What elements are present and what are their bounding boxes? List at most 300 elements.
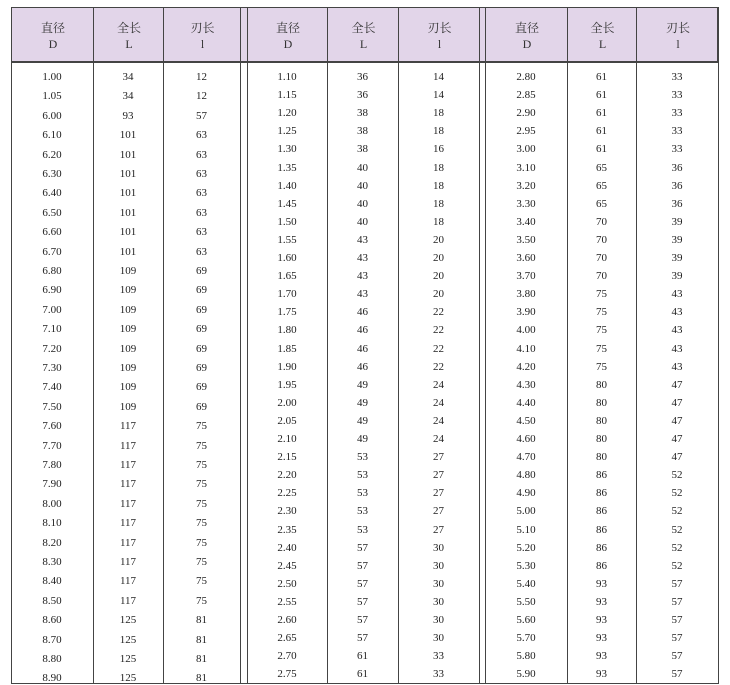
table-cell: 117: [119, 420, 137, 433]
table-cell: 69: [196, 400, 207, 413]
table-cell: 7.40: [42, 381, 62, 394]
table-cell: 52: [671, 487, 683, 500]
table-cell: 117: [119, 536, 137, 549]
table-cell: 63: [196, 245, 207, 258]
header-symbol: D: [283, 36, 293, 51]
table-cell: 109: [119, 342, 137, 355]
table-cell: 7.30: [42, 362, 62, 374]
table-cell: 2.65: [277, 632, 297, 645]
table-cell: 49: [357, 433, 368, 445]
table-cell: 63: [196, 187, 207, 200]
table-cell: 6.50: [42, 206, 62, 219]
table-cell: 40: [357, 179, 368, 192]
table-cell: 2.20: [277, 469, 297, 482]
table-cell: 69: [196, 362, 207, 374]
table-cell: 52: [671, 559, 683, 572]
table-cell: 2.75: [277, 668, 297, 681]
table-cell: 18: [433, 125, 444, 138]
table-cell: 69: [196, 323, 207, 336]
table-cell: 65: [596, 179, 607, 192]
table-cell: 6.00: [42, 109, 62, 122]
table-cell: 38: [357, 107, 368, 120]
row-divider: [11, 683, 718, 684]
table-cell: 6.80: [42, 265, 62, 277]
table-cell: 53: [357, 505, 368, 518]
table-cell: 33: [433, 650, 444, 663]
table-cell: 69: [196, 342, 207, 355]
header-label: 刃长: [665, 20, 690, 35]
table-cell: 33: [671, 143, 683, 156]
table-cell: 1.10: [277, 71, 297, 83]
table-cell: 63: [196, 226, 207, 239]
table-cell: 53: [357, 523, 368, 536]
table-cell: 24: [433, 396, 444, 409]
table-cell: 2.80: [516, 71, 536, 83]
table-cell: 3.20: [516, 179, 536, 192]
table-cell: 2.60: [277, 614, 297, 626]
column-divider: [718, 7, 719, 684]
table-cell: 80: [596, 378, 607, 391]
table-cell: 27: [433, 451, 444, 464]
table-cell: 75: [196, 556, 207, 568]
table-cell: 75: [196, 478, 207, 491]
table-cell: 8.60: [42, 614, 62, 627]
table-cell: 2.45: [277, 559, 297, 572]
table-cell: 36: [671, 161, 683, 174]
table-cell: 4.30: [516, 378, 536, 391]
table-cell: 1.65: [277, 270, 297, 283]
table-cell: 1.55: [277, 233, 297, 246]
table-cell: 20: [433, 252, 444, 264]
table-cell: 7.10: [42, 323, 62, 336]
table-cell: 86: [596, 541, 607, 554]
table-cell: 61: [357, 650, 368, 663]
table-cell: 117: [119, 459, 137, 471]
table-cell: 46: [357, 306, 368, 319]
table-cell: 27: [433, 469, 444, 482]
table-cell: 7.80: [42, 459, 62, 471]
table-cell: 86: [596, 469, 607, 482]
header-label: 全长: [116, 20, 141, 35]
table-cell: 27: [433, 487, 444, 500]
column-divider: [163, 7, 164, 684]
table-cell: 3.80: [516, 288, 536, 301]
table-cell: 33: [671, 71, 683, 83]
column-divider: [247, 7, 248, 684]
table-cell: 2.40: [277, 541, 297, 554]
table-cell: 6.30: [42, 168, 62, 180]
table-cell: 80: [596, 433, 607, 445]
table-cell: 2.15: [277, 451, 297, 464]
table-cell: 5.70: [516, 632, 536, 645]
table-cell: 7.60: [42, 420, 62, 433]
table-cell: 6.60: [42, 226, 62, 239]
table-cell: 22: [433, 360, 444, 373]
table-cell: 53: [357, 469, 368, 482]
table-cell: 1.50: [277, 215, 297, 228]
table-cell: 18: [433, 179, 444, 192]
table-cell: 33: [671, 107, 683, 120]
table-cell: 4.10: [516, 342, 536, 355]
table-cell: 1.45: [277, 197, 297, 210]
column-divider: [327, 7, 328, 684]
table-cell: 3.00: [516, 143, 536, 156]
table-cell: 30: [433, 595, 444, 608]
table-cell: 20: [433, 233, 444, 246]
table-cell: 70: [596, 233, 607, 246]
table-cell: 57: [357, 632, 368, 645]
table-cell: 101: [119, 187, 137, 200]
table-cell: 75: [196, 517, 207, 530]
table-cell: 8.50: [42, 594, 62, 607]
table-cell: 63: [196, 168, 207, 180]
table-cell: 39: [671, 252, 683, 264]
table-cell: 5.00: [516, 505, 536, 518]
table-cell: 117: [119, 497, 137, 510]
table-cell: 69: [196, 265, 207, 277]
table-cell: 6.20: [42, 148, 62, 161]
table-cell: 57: [671, 632, 683, 645]
table-cell: 80: [596, 396, 607, 409]
table-cell: 43: [671, 342, 683, 355]
table-cell: 7.20: [42, 342, 62, 355]
table-cell: 38: [357, 143, 368, 156]
table-cell: 43: [357, 233, 368, 246]
table-cell: 24: [433, 378, 444, 391]
table-cell: 24: [433, 414, 444, 427]
table-cell: 27: [433, 523, 444, 536]
table-cell: 3.70: [516, 270, 536, 283]
column-divider: [485, 7, 486, 684]
table-cell: 53: [357, 487, 368, 500]
header-cell: [399, 8, 480, 63]
table-cell: 93: [596, 595, 607, 608]
header-cell: [94, 8, 164, 63]
header-cell: [637, 8, 719, 63]
table-cell: 1.90: [277, 360, 297, 373]
table-cell: 61: [357, 668, 368, 681]
table-cell: 61: [596, 143, 607, 156]
header-cell: [164, 8, 241, 63]
table-cell: 8.40: [42, 575, 62, 588]
table-cell: 43: [357, 252, 368, 264]
table-cell: 22: [433, 324, 444, 337]
table-cell: 14: [433, 89, 444, 102]
table-cell: 5.50: [516, 595, 536, 608]
table-cell: 1.85: [277, 342, 297, 355]
table-cell: 75: [596, 324, 607, 337]
table-cell: 33: [671, 89, 683, 102]
table-cell: 57: [671, 577, 683, 590]
table-cell: 38: [357, 125, 368, 138]
table-cell: 39: [671, 270, 683, 283]
table-cell: 101: [119, 226, 137, 239]
table-cell: 5.40: [516, 577, 536, 590]
table-cell: 2.05: [277, 414, 297, 427]
table-cell: 75: [596, 342, 607, 355]
table-cell: 46: [357, 342, 368, 355]
table-cell: 14: [433, 71, 444, 83]
table-cell: 2.90: [516, 107, 536, 120]
column-divider: [11, 7, 12, 684]
table-cell: 117: [119, 478, 137, 491]
table-cell: 34: [122, 90, 134, 103]
table-cell: 3.30: [516, 197, 536, 210]
table-cell: 4.20: [516, 360, 536, 373]
table-cell: 47: [671, 414, 683, 427]
table-cell: 36: [357, 89, 368, 102]
table-cell: 53: [357, 451, 368, 464]
table-cell: 101: [119, 129, 137, 142]
table-cell: 7.50: [42, 400, 62, 413]
header-symbol: l: [437, 36, 442, 51]
table-cell: 80: [596, 414, 607, 427]
header-symbol: l: [676, 36, 680, 51]
header-cell: [328, 8, 399, 63]
table-cell: 125: [119, 672, 137, 685]
table-cell: 65: [596, 197, 607, 210]
header-label: 全长: [351, 20, 376, 35]
table-cell: 6.90: [42, 284, 62, 297]
table-cell: 80: [596, 451, 607, 464]
header-label: 刃长: [190, 20, 215, 35]
table-cell: 69: [196, 284, 207, 297]
table-cell: 47: [671, 451, 683, 464]
table-cell: 117: [119, 575, 137, 588]
table-cell: 86: [596, 523, 607, 536]
table-cell: 39: [671, 215, 683, 228]
table-cell: 1.15: [277, 89, 297, 102]
header-cell: [486, 8, 568, 63]
column-divider: [240, 7, 241, 684]
table-cell: 36: [671, 197, 683, 210]
table-cell: 3.50: [516, 233, 536, 246]
table-cell: 43: [671, 324, 683, 337]
table-cell: 93: [596, 614, 607, 626]
table-cell: 40: [357, 161, 368, 174]
table-cell: 75: [196, 459, 207, 471]
table-cell: 22: [433, 306, 444, 319]
table-cell: 20: [433, 288, 444, 301]
table-cell: 36: [357, 71, 368, 83]
table-cell: 4.00: [516, 324, 536, 337]
table-cell: 43: [671, 360, 683, 373]
table-cell: 40: [357, 215, 368, 228]
table-cell: 2.70: [277, 650, 297, 663]
table-cell: 30: [433, 577, 444, 590]
table-cell: 6.10: [42, 129, 62, 142]
table-cell: 52: [671, 541, 683, 554]
table-cell: 75: [196, 497, 207, 510]
table-cell: 93: [122, 109, 134, 122]
table-cell: 5.80: [516, 650, 536, 663]
table-cell: 2.50: [277, 577, 297, 590]
table-cell: 7.90: [42, 478, 62, 491]
table-cell: 1.70: [277, 288, 297, 301]
table-cell: 18: [433, 107, 444, 120]
table-cell: 81: [196, 672, 207, 685]
table-cell: 109: [119, 265, 137, 277]
table-cell: 33: [433, 668, 444, 681]
header-cell: [248, 8, 328, 63]
table-cell: 39: [671, 233, 683, 246]
table-cell: 61: [596, 107, 607, 120]
table-cell: 5.10: [516, 523, 536, 536]
table-cell: 93: [596, 668, 607, 681]
header-label: 直径: [275, 20, 300, 35]
table-cell: 57: [357, 614, 368, 626]
table-cell: 34: [122, 71, 134, 83]
table-cell: 69: [196, 303, 207, 316]
table-cell: 20: [433, 270, 444, 283]
header-symbol: D: [48, 36, 58, 51]
table-cell: 2.00: [277, 396, 297, 409]
header-label: 全长: [590, 20, 615, 35]
table-cell: 2.85: [516, 89, 536, 102]
table-cell: 75: [196, 575, 207, 588]
table-cell: 2.30: [277, 505, 297, 518]
table-cell: 3.10: [516, 161, 536, 174]
header-cell: [12, 8, 94, 63]
table-cell: 1.60: [277, 252, 297, 264]
table-cell: 75: [196, 439, 207, 452]
table-cell: 30: [433, 614, 444, 626]
row-divider: [11, 62, 718, 63]
table-cell: 93: [596, 577, 607, 590]
table-cell: 109: [119, 303, 137, 316]
table-header: [11, 7, 718, 62]
table-cell: 61: [596, 71, 607, 83]
table-cell: 3.90: [516, 306, 536, 319]
table-cell: 3.40: [516, 215, 536, 228]
column-divider: [636, 7, 637, 684]
table-cell: 57: [196, 109, 207, 122]
table-cell: 1.40: [277, 179, 297, 192]
table-cell: 125: [119, 633, 137, 646]
table-cell: 18: [433, 197, 444, 210]
table-cell: 57: [671, 650, 683, 663]
table-cell: 2.25: [277, 487, 297, 500]
table-cell: 109: [119, 284, 137, 297]
table-cell: 101: [119, 148, 137, 161]
table-cell: 16: [433, 143, 444, 156]
table-cell: 46: [357, 360, 368, 373]
table-cell: 101: [119, 168, 137, 180]
table-cell: 4.40: [516, 396, 536, 409]
table-cell: 63: [196, 129, 207, 142]
table-cell: 1.30: [277, 143, 297, 156]
table-cell: 65: [596, 161, 607, 174]
table-cell: 86: [596, 487, 607, 500]
table-cell: 61: [596, 89, 607, 102]
table-cell: 70: [596, 252, 607, 264]
table-cell: 43: [671, 306, 683, 319]
table-cell: 7.00: [42, 303, 62, 316]
table-cell: 125: [119, 653, 137, 665]
header-cell: [568, 8, 637, 63]
table-cell: 3.60: [516, 252, 536, 264]
table-cell: 1.00: [42, 71, 62, 83]
table-cell: 86: [596, 505, 607, 518]
table-cell: 6.40: [42, 187, 62, 200]
table-cell: 52: [671, 469, 683, 482]
table-cell: 4.80: [516, 469, 536, 482]
column-divider: [398, 7, 399, 684]
table-cell: 69: [196, 381, 207, 394]
table-cell: 57: [357, 541, 368, 554]
table-cell: 117: [119, 517, 137, 530]
table-cell: 75: [196, 420, 207, 433]
table-cell: 101: [119, 245, 137, 258]
table-cell: 1.25: [277, 125, 297, 138]
table-cell: 43: [357, 270, 368, 283]
table-cell: 47: [671, 378, 683, 391]
table-cell: 117: [119, 439, 137, 452]
table-cell: 4.60: [516, 433, 536, 445]
table-cell: 109: [119, 381, 137, 394]
table-cell: 1.95: [277, 378, 297, 391]
table-cell: 22: [433, 342, 444, 355]
table-cell: 57: [671, 668, 683, 681]
table-cell: 81: [196, 633, 207, 646]
column-divider: [567, 7, 568, 684]
table-cell: 63: [196, 206, 207, 219]
column-divider: [479, 7, 480, 684]
table-cell: 8.00: [42, 497, 62, 510]
table-cell: 86: [596, 559, 607, 572]
table-cell: 27: [433, 505, 444, 518]
table-cell: 18: [433, 215, 444, 228]
table-cell: 8.10: [42, 517, 62, 530]
table-cell: 81: [196, 614, 207, 627]
table-cell: 49: [357, 414, 368, 427]
table-cell: 81: [196, 653, 207, 665]
table-cell: 52: [671, 505, 683, 518]
table-cell: 75: [596, 288, 607, 301]
table-cell: 125: [119, 614, 137, 627]
header-symbol: L: [125, 36, 133, 51]
table-cell: 2.55: [277, 595, 297, 608]
table-cell: 49: [357, 378, 368, 391]
table-cell: 47: [671, 433, 683, 445]
table-cell: 46: [357, 324, 368, 337]
table-cell: 47: [671, 396, 683, 409]
table-cell: 4.90: [516, 487, 536, 500]
table-cell: 30: [433, 632, 444, 645]
header-label: 直径: [514, 20, 539, 35]
header-symbol: D: [522, 36, 532, 51]
table-cell: 24: [433, 433, 444, 445]
table-cell: 7.70: [42, 439, 62, 452]
table-cell: 70: [596, 270, 607, 283]
table-cell: 8.70: [42, 633, 62, 646]
table-cell: 1.20: [277, 107, 297, 120]
table-cell: 5.20: [516, 541, 536, 554]
table-cell: 75: [596, 360, 607, 373]
table-cell: 109: [119, 400, 137, 413]
table-cell: 1.80: [277, 324, 297, 337]
table-cell: 18: [433, 161, 444, 174]
table-cell: 8.20: [42, 536, 62, 549]
table-cell: 4.70: [516, 451, 536, 464]
header-symbol: L: [598, 36, 607, 51]
table-cell: 57: [357, 559, 368, 572]
table-cell: 6.70: [42, 245, 62, 258]
table-cell: 2.10: [277, 433, 297, 445]
table-cell: 30: [433, 559, 444, 572]
table-cell: 36: [671, 179, 683, 192]
table-cell: 30: [433, 541, 444, 554]
